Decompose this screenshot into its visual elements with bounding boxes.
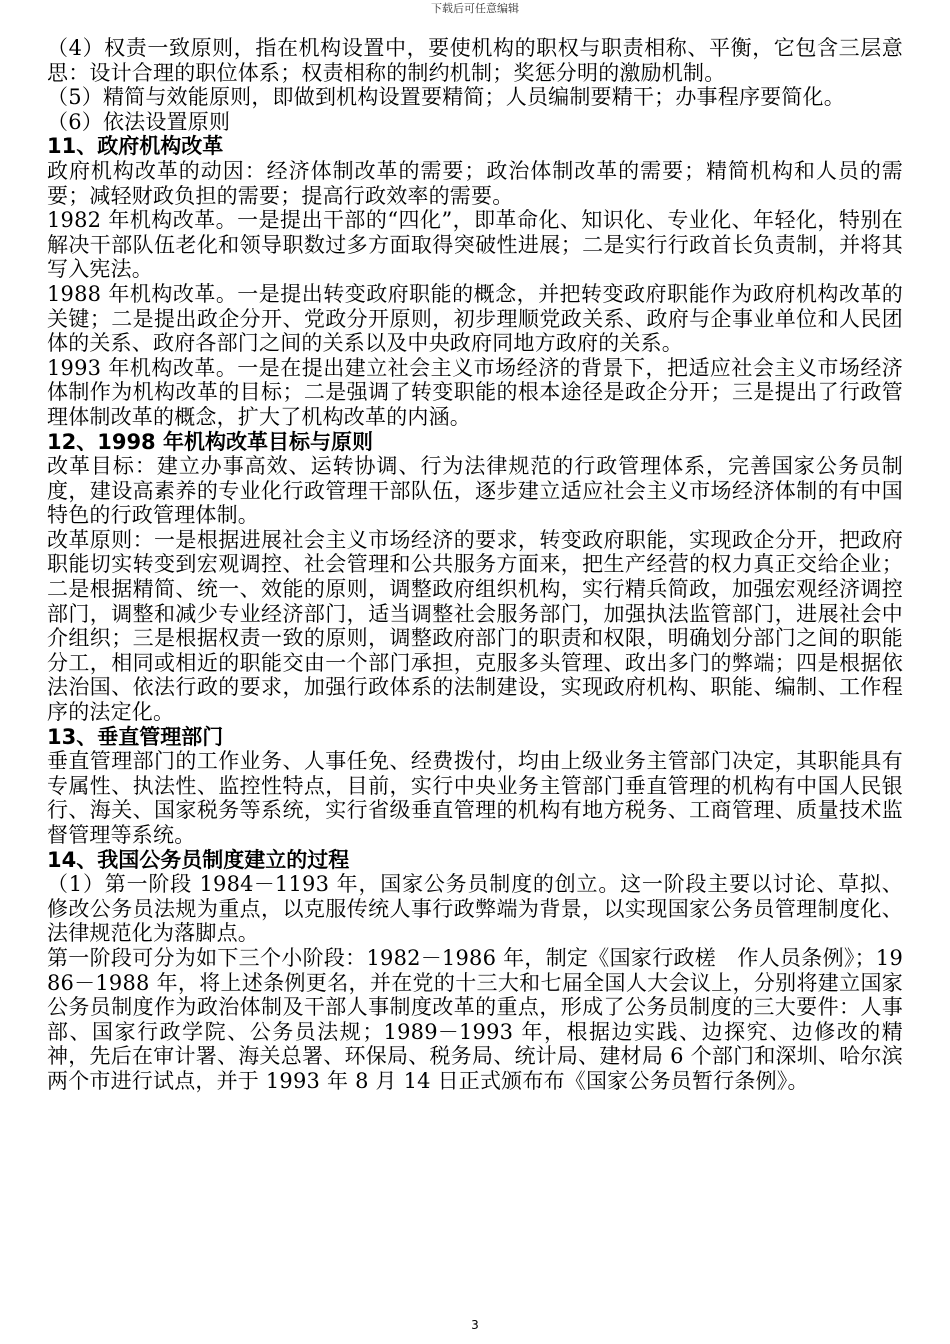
paragraph: 1993 年机构改革。一是在提出建立社会主义市场经济的背景下，把适应社会主义市场经济体制作为机构改革的目标；二是强调了转变职能的根本途径是政企分开；三是提出了行政管理体制改革的概念，扩大了机构改革的内涵。 xyxy=(47,355,903,429)
paragraph: （1）第一阶段 1984－1193 年，国家公务员制度的创立。这一阶段主要以讨论、草拟、修改公务员法规为重点，以克服传统人事行政弊端为背景，以实现国家公务员管理制度化、法律规范化为落脚点。 xyxy=(47,872,903,946)
page-number: 3 xyxy=(471,1318,479,1332)
section-heading: 12、1998 年机构改革目标与原则 xyxy=(47,429,373,454)
paragraph: 1982 年机构改革。一是提出干部的“四化”，即革命化、知识化、专业化、年轻化，特别在解决干部队伍老化和领导职数过多方面取得突破性进展；二是实行行政首长负责制，并将其写入宪法。 xyxy=(47,208,903,282)
paragraph: 改革原则：一是根据进展社会主义市场经济的要求，转变政府职能，实现政企分开，把政府职能切实转变到宏观调控、社会管理和公共服务方面来，把生产经营的权力真正交给企业；二是根据精简、统一、效能的原则，调整政府组织机构，实行精兵简政，加强宏观经济调控部门，调整和减少专业经济部门，适当调整社会服务部门，加强执法监管部门，进展社会中介组织；三是根据权责一致的原则，调整政府部门的职责和权限，明确划分部门之间的职能分工，相同或相近的职能交由一个部门承担，克服多头管理、政出多门的弊端；四是根据依法治国、依法行政的要求，加强行政体系的法制建设，实现政府机构、职能、编制、工作程序的法定化。 xyxy=(47,527,903,725)
paragraph: （4）权责一致原则，指在机构设置中，要使机构的职权与职责相称、平衡，它包含三层意思：设计合理的职位体系；权责相称的制约机制；奖惩分明的激励机制。 xyxy=(47,36,903,85)
paragraph: （6）依法设置原则 xyxy=(47,109,231,134)
page-header: 下载后可任意编辑 xyxy=(431,2,519,15)
paragraph: 政府机构改革的动因：经济体制改革的需要；政治体制改革的需要；精简机构和人员的需要；减轻财政负担的需要；提高行政效率的需要。 xyxy=(47,158,903,208)
section-heading: 13、垂直管理部门 xyxy=(47,724,224,749)
paragraph: （5）精简与效能原则，即做到机构设置要精简；人员编制要精干；办事程序要简化。 xyxy=(47,85,845,110)
section-heading: 11、政府机构改革 xyxy=(47,134,224,159)
section-heading: 14、我国公务员制度建立的过程 xyxy=(47,847,350,872)
paragraph: 第一阶段可分为如下三个小阶段：1982－1986 年，制定《国家行政槎 作人员条例》；1986－1988 年，将上述条例更名，并在党的十三大和七届全国人大会议上，分别将建立国家公务员制度作为政治体制及干部人事制度改革的重点，形成了公务员制度的三大要件：人事部、国家行政学院、公务员法规；1989－1993 年，根据边实践、边探究、边修改的精神，先后在审计署、海关总署、环保局、税务局、统计局、建材局 6 个部门和深圳、哈尔滨两个市进行试点，并于 1993 年 8 月 14 日正式颁布布《国家公务员暂行条例》。 xyxy=(47,945,903,1093)
document-body xyxy=(47,36,903,1094)
paragraph: 改革目标：建立办事高效、运转协调、行为法律规范的行政管理体系，完善国家公务员制度，建设高素养的专业化行政管理干部队伍，逐步建立适应社会主义市场经济体制的有中国特色的行政管理体制。 xyxy=(47,454,903,528)
paragraph: 1988 年机构改革。一是提出转变政府职能的概念，并把转变政府职能作为政府机构改革的关键；二是提出政企分开、党政分开原则，初步理顺党政关系、政府与企事业单位和人民团体的关系、政府各部门之间的关系以及中央政府同地方政府的关系。 xyxy=(47,281,903,356)
paragraph: 垂直管理部门的工作业务、人事任免、经费拨付，均由上级业务主管部门决定，其职能具有专属性、执法性、监控性特点，目前，实行中央业务主管部门垂直管理的机构有中国人民银行、海关、国家税务等系统，实行省级垂直管理的机构有地方税务、工商管理、质量技术监督管理等系统。 xyxy=(47,749,903,847)
